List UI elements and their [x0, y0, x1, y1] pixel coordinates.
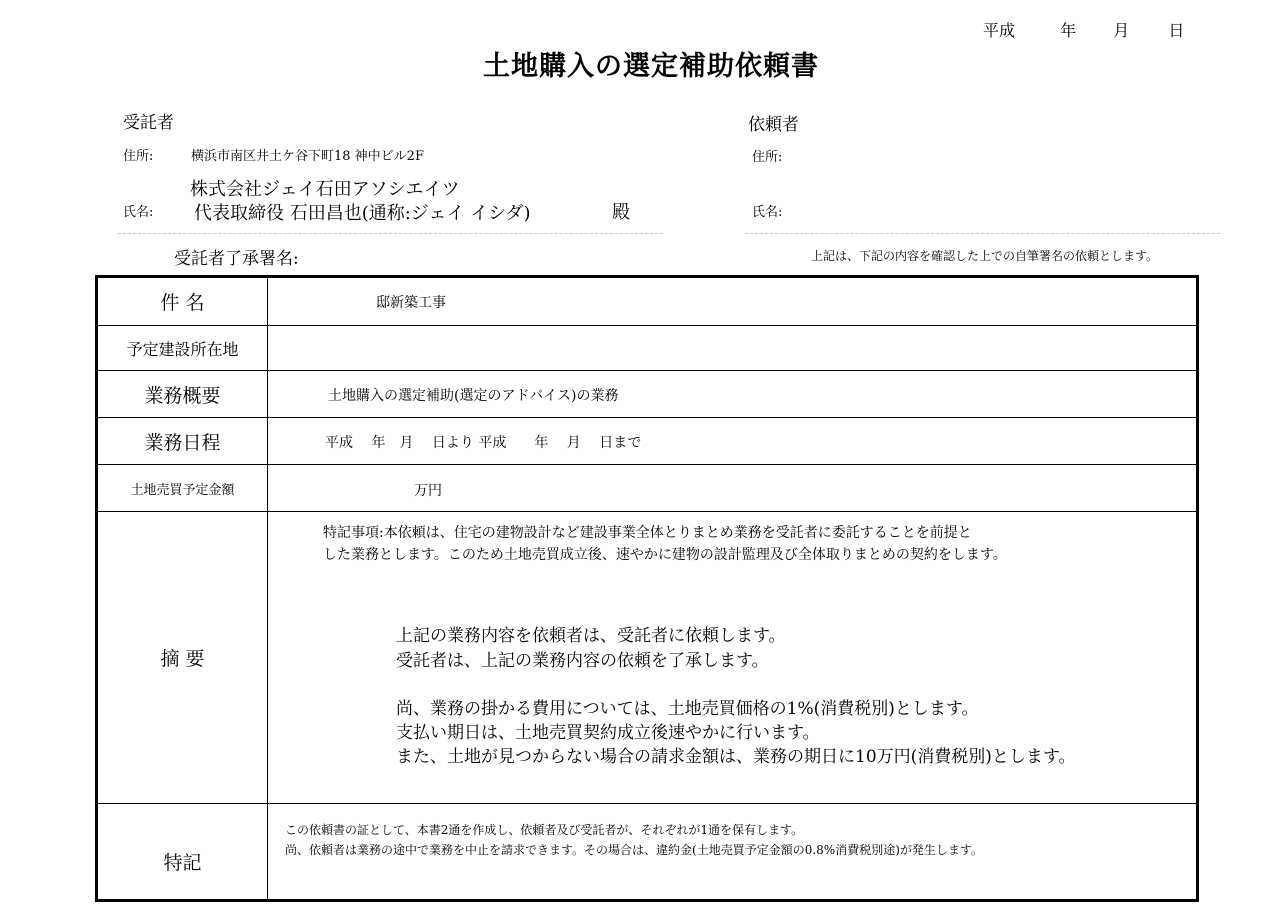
client-heading: 依頼者 — [748, 115, 799, 135]
summary-body-line5: また、土地が見つからない場合の請求金額は、業務の期日に10万円(消費税別)とします。 — [396, 747, 1076, 767]
contractor-honorific: 殿 — [612, 202, 630, 223]
contractor-signature-label: 受託者了承署名: — [174, 249, 299, 269]
schedule-label: 業務日程 — [98, 418, 268, 464]
contractor-name-underline — [118, 233, 663, 234]
date-line — [983, 18, 1184, 41]
client-address-label: 住所: — [752, 150, 783, 165]
site-value — [268, 326, 1196, 370]
project-label: 件 名 — [98, 278, 268, 325]
date-day: 日 — [1168, 21, 1185, 40]
row-remarks — [98, 804, 1196, 899]
contractor-representative: 代表取締役 石田昌也(通称:ジェイ イシダ) — [194, 203, 531, 224]
summary-body-line1: 上記の業務内容を依頼者は、受託者に依頼します。 — [396, 626, 786, 646]
contractor-name-label: 氏名: — [123, 205, 154, 220]
overview-value: 土地購入の選定補助(選定のアドバイス)の業務 — [328, 388, 619, 404]
client-note: 上記は、下記の内容を確認した上での自筆署名の依頼とします。 — [811, 249, 1159, 263]
contractor-address: 横浜市南区井土ケ谷下町18 神中ビル2F — [191, 149, 424, 164]
row-schedule — [98, 418, 1196, 465]
contractor-address-label: 住所: — [123, 149, 154, 164]
remarks-line1: この依頼書の証として、本書2通を作成し、依頼者及び受託者が、それぞれが1通を保有します。 — [285, 823, 804, 837]
client-name-underline — [745, 233, 1220, 234]
summary-body-line3: 尚、業務の掛かる費用については、土地売買価格の1%(消費税別)とします。 — [396, 699, 979, 719]
schedule-value: 平成 年 月 日より 平成 年 月 日まで — [325, 435, 642, 451]
date-era: 平成 — [983, 21, 1016, 40]
row-overview — [98, 371, 1196, 418]
row-site — [98, 326, 1196, 371]
page-title: 土地購入の選定補助依頼書 — [483, 51, 819, 82]
summary-special-line2: した業務とします。このため土地売買成立後、速やかに建物の設計監理及び全体取りまとめの契約をします。 — [323, 547, 1007, 563]
summary-body-line2: 受託者は、上記の業務内容の依頼を了承します。 — [396, 651, 769, 671]
row-amount — [98, 465, 1196, 512]
remarks-label: 特記 — [98, 804, 268, 899]
summary-special-line1: 特記事項:本依頼は、住宅の建物設計など建設事業全体とりまとめ業務を受託者に委託することを前提と — [323, 525, 972, 541]
date-year: 年 — [1060, 21, 1077, 40]
remarks-line2: 尚、依頼者は業務の途中で業務を中止を請求できます。その場合は、違約金(土地売買予定金額の0.8%消費税別途)が発生します。 — [285, 843, 983, 857]
summary-body-line4: 支払い期日は、土地売買契約成立後速やかに行います。 — [396, 723, 820, 743]
amount-label: 土地売買予定金額 — [98, 465, 268, 511]
row-project — [98, 278, 1196, 326]
row-summary — [98, 512, 1196, 804]
project-value: 邸新築工事 — [376, 295, 446, 311]
contractor-company: 株式会社ジェイ石田アソシエイツ — [190, 179, 460, 200]
date-month: 月 — [1113, 21, 1130, 40]
amount-value: 万円 — [414, 483, 442, 499]
site-label: 予定建設所在地 — [98, 326, 268, 370]
summary-label: 摘 要 — [98, 512, 268, 803]
contractor-heading: 受託者 — [123, 113, 174, 133]
overview-label: 業務概要 — [98, 371, 268, 417]
request-form-table — [95, 275, 1199, 902]
client-name-label: 氏名: — [752, 205, 783, 220]
